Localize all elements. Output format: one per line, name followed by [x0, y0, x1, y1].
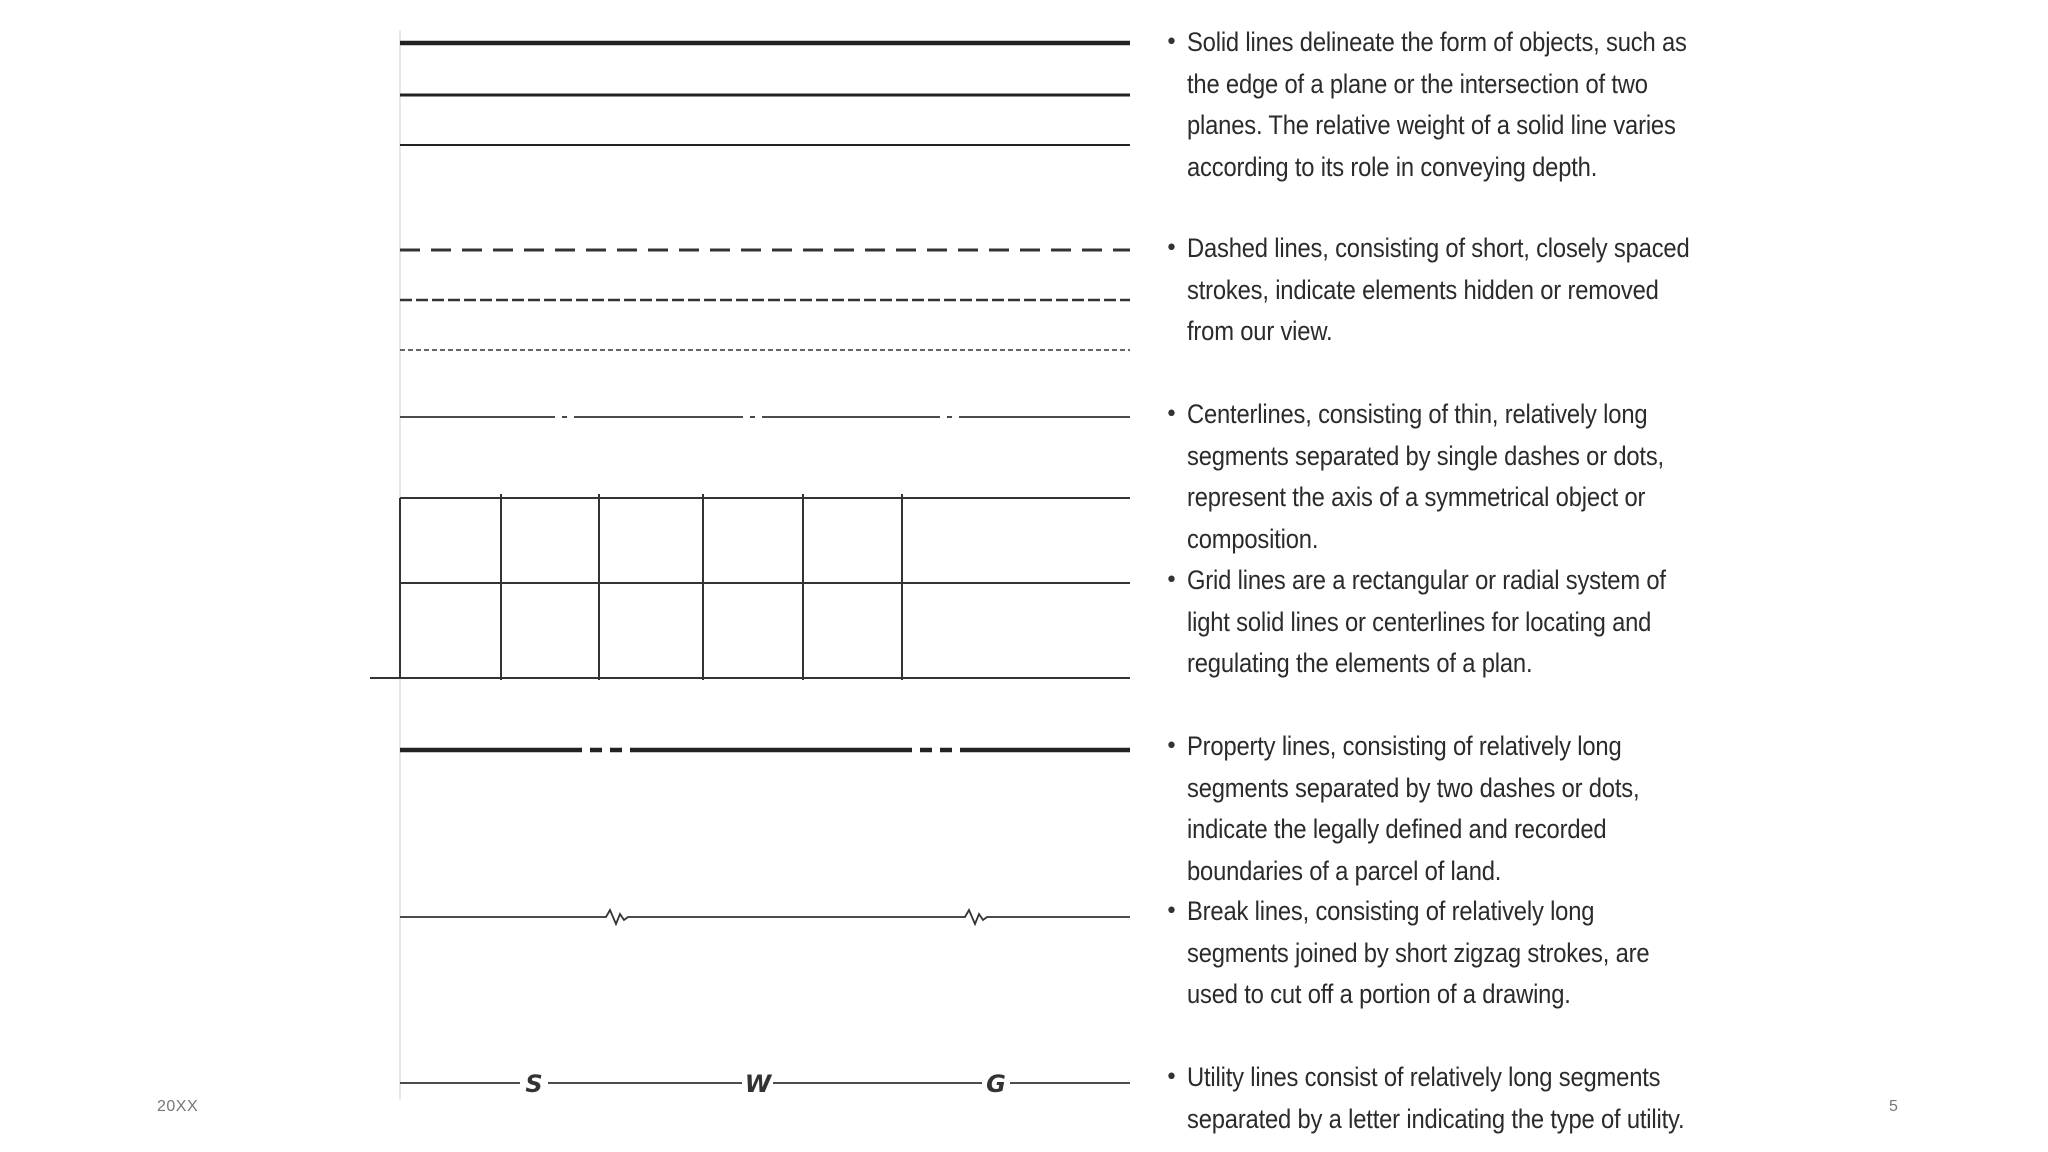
- bullet-utility-lines: [1165, 1057, 1765, 1140]
- bullet-text: Dashed lines, consisting of short, closely spaced strokes, indicate elements hidden or removed from our view.: [1187, 233, 1690, 346]
- bullet-dot: •: [1165, 30, 1178, 55]
- bullet-text: Grid lines are a rectangular or radial system of light solid lines or centerlines for locating and regulating the elements of a plan.: [1187, 565, 1666, 678]
- bullet-dot: •: [1165, 568, 1178, 593]
- bullet-dot: •: [1165, 1065, 1178, 1090]
- footer-date: 20XX: [157, 1098, 199, 1115]
- bullet-dot: •: [1165, 899, 1178, 924]
- bullet-dashed-lines: [1165, 228, 1765, 353]
- bullet-centerlines: [1165, 394, 1765, 560]
- utility-letter-gas: G: [986, 1070, 1006, 1098]
- bullet-text: Break lines, consisting of relatively long segments joined by short zigzag strokes, are used to cut off a portion of a drawing.: [1187, 896, 1650, 1009]
- bullet-grid-lines: [1165, 560, 1765, 685]
- utility-letter-water: W: [744, 1070, 772, 1098]
- line-types-illustration: [370, 20, 1160, 1110]
- break-line-sample: [400, 910, 1130, 924]
- page-number: 5: [1889, 1098, 1898, 1115]
- bullet-dot: •: [1165, 236, 1178, 261]
- bullet-text: Solid lines delineate the form of objects, such as the edge of a plane or the intersection of two planes. The relative weight of a solid line varies according to its role in conveying depth.: [1187, 27, 1687, 182]
- utility-letter-sewer: S: [525, 1070, 543, 1098]
- dashed-lines-sample: [400, 250, 1130, 350]
- bullet-property-lines: [1165, 726, 1765, 892]
- solid-lines-sample: [400, 43, 1130, 145]
- bullet-text: Property lines, consisting of relatively long segments separated by two dashes or dots, indicate the legally defined and recorded boundaries of a parcel of land.: [1187, 731, 1640, 886]
- bullet-text: Utility lines consist of relatively long segments separated by a letter indicating the type of utility.: [1187, 1062, 1685, 1134]
- grid-lines-sample: [370, 494, 1130, 680]
- bullet-break-lines: [1165, 891, 1765, 1016]
- bullet-solid-lines: [1165, 22, 1765, 188]
- bullet-text: Centerlines, consisting of thin, relatively long segments separated by single dashes or dots, represent the axis of a symmetrical object or composition.: [1187, 399, 1664, 554]
- bullet-dot: •: [1165, 402, 1178, 427]
- bullet-dot: •: [1165, 734, 1178, 759]
